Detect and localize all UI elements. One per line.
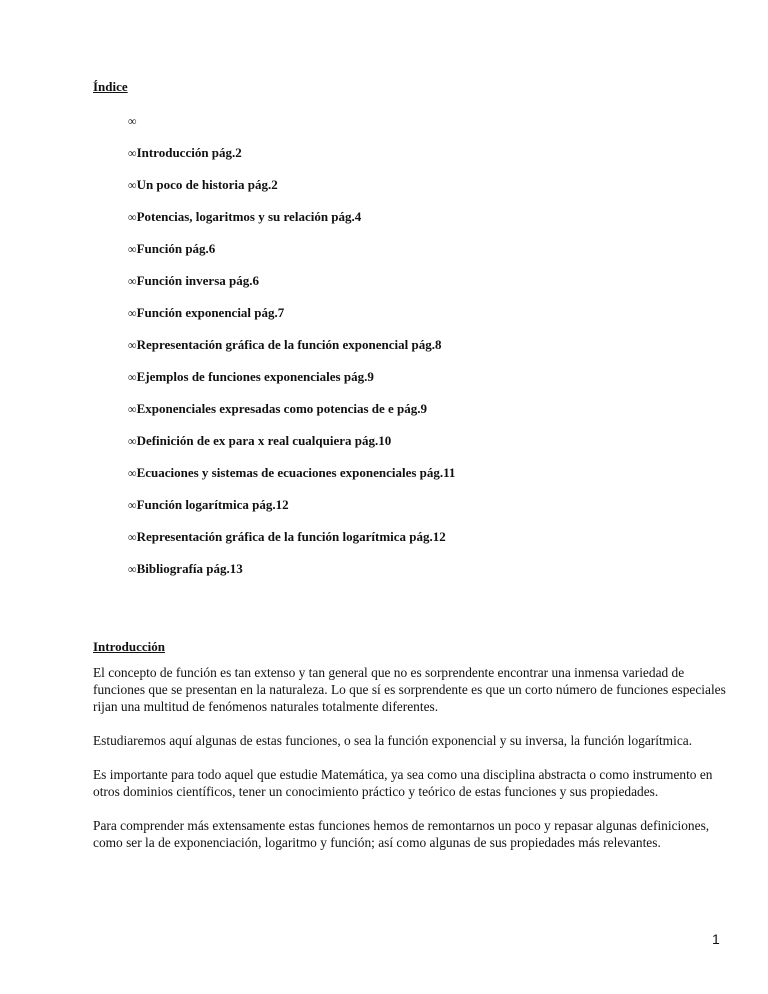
- toc-item-label: Representación gráfica de la función logarítmica pág.12: [136, 529, 446, 544]
- infinity-bullet-icon: ∞: [128, 306, 137, 320]
- table-of-contents: [128, 113, 455, 593]
- toc-item[interactable]: [128, 209, 455, 241]
- infinity-bullet-icon: ∞: [128, 370, 137, 384]
- infinity-bullet-icon: ∞: [128, 146, 137, 160]
- toc-item[interactable]: [128, 337, 455, 369]
- toc-item-label: Exponenciales expresadas como potencias de e pág.9: [136, 401, 428, 416]
- introduction-title: Introducción: [93, 639, 165, 654]
- infinity-bullet-icon: ∞: [128, 562, 137, 576]
- infinity-bullet-icon: ∞: [128, 498, 137, 512]
- infinity-bullet-icon: ∞: [128, 274, 137, 288]
- infinity-bullet-icon: ∞: [128, 434, 137, 448]
- toc-item[interactable]: [128, 241, 455, 273]
- toc-item[interactable]: [128, 113, 455, 145]
- infinity-bullet-icon: ∞: [128, 530, 137, 544]
- toc-item-label: Definición de ex para x real cualquiera pág.10: [136, 433, 392, 448]
- toc-item-label: Ecuaciones y sistemas de ecuaciones exponenciales pág.11: [136, 465, 456, 480]
- infinity-bullet-icon: ∞: [128, 114, 137, 128]
- toc-item-label: Potencias, logaritmos y su relación pág.4: [136, 209, 362, 224]
- toc-item[interactable]: [128, 561, 455, 593]
- introduction-body: [93, 664, 733, 868]
- page-number: 1: [712, 931, 720, 947]
- toc-item[interactable]: [128, 305, 455, 337]
- toc-item-label: Función exponencial pág.7: [136, 305, 285, 320]
- toc-item[interactable]: [128, 465, 455, 497]
- toc-item-label: Bibliografía pág.13: [136, 561, 243, 576]
- toc-item-label: Representación gráfica de la función exponencial pág.8: [136, 337, 442, 352]
- toc-item-label: Un poco de historia pág.2: [136, 177, 278, 192]
- toc-item[interactable]: [128, 145, 455, 177]
- toc-item[interactable]: [128, 369, 455, 401]
- index-title: Índice: [93, 79, 128, 94]
- toc-item[interactable]: [128, 177, 455, 209]
- toc-item-label: Función inversa pág.6: [136, 273, 259, 288]
- toc-item-label: Función logarítmica pág.12: [136, 497, 289, 512]
- paragraph: Para comprender más extensamente estas funciones hemos de remontarnos un poco y repasar algunas definiciones, como ser la de exponenciación, logaritmo y función; así como algunas de sus propiedades más relevantes.: [93, 818, 710, 850]
- infinity-bullet-icon: ∞: [128, 402, 137, 416]
- infinity-bullet-icon: ∞: [128, 338, 137, 352]
- infinity-bullet-icon: ∞: [128, 178, 137, 192]
- paragraph: Es importante para todo aquel que estudie Matemática, ya sea como una disciplina abstracta o como instrumento en otros dominios científicos, tener un conocimiento práctico y teórico de estas funciones y sus propiedades.: [93, 767, 713, 799]
- infinity-bullet-icon: ∞: [128, 242, 137, 256]
- toc-item-label: Ejemplos de funciones exponenciales pág.9: [136, 369, 374, 384]
- toc-item[interactable]: [128, 529, 455, 561]
- infinity-bullet-icon: ∞: [128, 466, 137, 480]
- paragraph: Estudiaremos aquí algunas de estas funciones, o sea la función exponencial y su inversa, la función logarítmica.: [93, 733, 693, 748]
- infinity-bullet-icon: ∞: [128, 210, 137, 224]
- toc-item[interactable]: [128, 497, 455, 529]
- toc-item-label: Introducción pág.2: [136, 145, 242, 160]
- paragraph: El concepto de función es tan extenso y tan general que no es sorprendente encontrar una inmensa variedad de funciones que se presentan en la naturaleza. Lo que sí es sorprendente es que un corto número de funciones especiales rijan una multitud de fenómenos naturales totalmente diferentes.: [93, 665, 726, 714]
- toc-item[interactable]: [128, 401, 455, 433]
- toc-item[interactable]: [128, 273, 455, 305]
- toc-item[interactable]: [128, 433, 455, 465]
- toc-item-label: Función pág.6: [136, 241, 216, 256]
